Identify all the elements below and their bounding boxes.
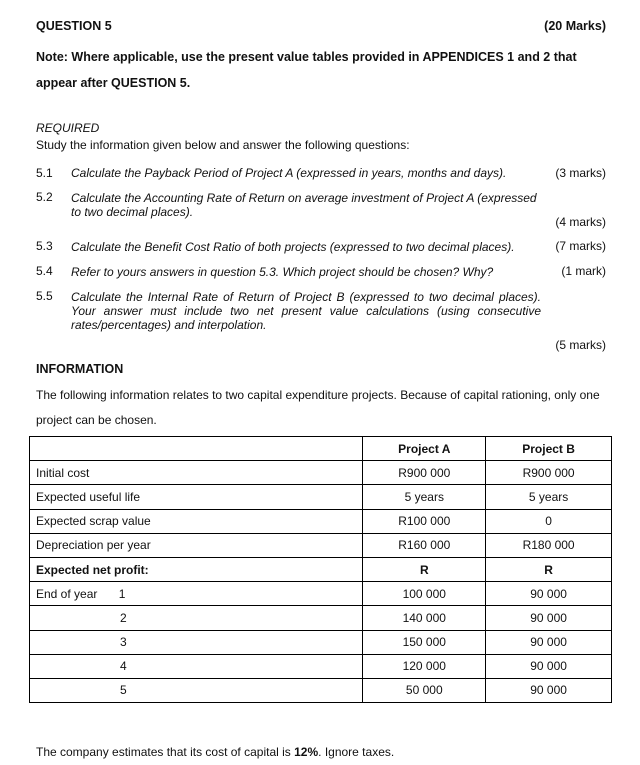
project-b-value: 90 000 — [486, 630, 612, 654]
project-a-value: R100 000 — [363, 509, 486, 533]
table-header-blank — [30, 437, 363, 461]
table-row — [30, 485, 612, 509]
project-b-value: 5 years — [486, 485, 612, 509]
project-a-value: R900 000 — [363, 461, 486, 485]
year-number: 2 — [120, 610, 127, 625]
project-b-value: R900 000 — [486, 461, 612, 485]
question-number: 5.1 — [36, 166, 53, 180]
cost-of-capital-rate: 12% — [294, 745, 319, 759]
table-header-project-b: Project B — [486, 437, 612, 461]
table-row — [30, 533, 612, 557]
projects-table — [29, 436, 612, 703]
row-label: Expected scrap value — [30, 509, 363, 533]
profit-header-row — [30, 557, 612, 581]
question-number: 5.5 — [36, 289, 53, 303]
year-number: 1 — [118, 586, 126, 601]
question-number: 5.2 — [36, 190, 53, 204]
table-row — [30, 461, 612, 485]
project-a-value: 120 000 — [363, 654, 486, 678]
information-title: INFORMATION — [36, 362, 124, 376]
question-text: Calculate the Accounting Rate of Return on average investment of Project A (expressed to two decimal places). — [71, 191, 537, 219]
project-a-value: 50 000 — [363, 678, 486, 702]
note-text: Note: Where applicable, use the present value tables provided in APPENDICES 1 and 2 that appear after QUESTION 5. — [36, 50, 577, 90]
profit-header-label: Expected net profit: — [30, 557, 363, 581]
table-row — [30, 509, 612, 533]
year-number: 3 — [120, 635, 127, 650]
year-cell — [30, 582, 363, 606]
project-a-value: 140 000 — [363, 606, 486, 630]
project-b-value: 90 000 — [486, 654, 612, 678]
project-a-value: 100 000 — [363, 582, 486, 606]
project-b-value: 90 000 — [486, 678, 612, 702]
table-row — [30, 630, 612, 654]
end-of-year-label: End of year — [36, 586, 98, 601]
question-marks: (20 Marks) — [544, 19, 606, 33]
footer-text-after: . Ignore taxes. — [318, 745, 395, 759]
question-marks-value: (4 marks) — [555, 215, 606, 229]
project-b-value: 0 — [486, 509, 612, 533]
row-label: Initial cost — [30, 461, 363, 485]
table-header-row — [30, 437, 612, 461]
question-marks-value: (3 marks) — [555, 166, 606, 180]
required-label: REQUIRED — [36, 121, 100, 135]
required-intro: Study the information given below and answer the following questions: — [36, 138, 410, 152]
table-row — [30, 678, 612, 702]
year-cell — [30, 630, 363, 654]
information-text: The following information relates to two capital expenditure projects. Because of capital rationing, only one project can be chosen. — [36, 388, 600, 427]
year-number: 4 — [120, 659, 127, 674]
project-a-value: 5 years — [363, 485, 486, 509]
table-row — [30, 582, 612, 606]
table-row — [30, 654, 612, 678]
question-text: Calculate the Benefit Cost Ratio of both projects (expressed to two decimal places). — [71, 240, 515, 254]
row-label: Depreciation per year — [30, 533, 363, 557]
row-label: Expected useful life — [30, 485, 363, 509]
year-number: 5 — [120, 683, 127, 698]
profit-header-a: R — [363, 557, 486, 581]
project-a-value: 150 000 — [363, 630, 486, 654]
project-b-value: 90 000 — [486, 582, 612, 606]
question-number: 5.4 — [36, 264, 53, 278]
question-marks-value: (7 marks) — [555, 239, 606, 253]
question-text: Refer to yours answers in question 5.3. Which project should be chosen? Why? — [71, 265, 494, 279]
question-header — [36, 19, 606, 33]
project-b-value: R180 000 — [486, 533, 612, 557]
year-cell — [30, 654, 363, 678]
project-b-value: 90 000 — [486, 606, 612, 630]
project-a-value: R160 000 — [363, 533, 486, 557]
question-marks-value: (5 marks) — [555, 338, 606, 352]
year-cell — [30, 678, 363, 702]
question-text: Calculate the Payback Period of Project A (expressed in years, months and days). — [71, 166, 507, 180]
question-title: QUESTION 5 — [36, 19, 112, 33]
question-text: Calculate the Internal Rate of Return of Project B (expressed to two decimal places). Your answer must include two net present value calculations (using consecutive rates/percentages) and interpolation. — [71, 290, 541, 332]
table-header-project-a: Project A — [363, 437, 486, 461]
year-cell — [30, 606, 363, 630]
table-row — [30, 606, 612, 630]
cost-of-capital-statement — [36, 745, 394, 759]
question-marks-value: (1 mark) — [561, 264, 606, 278]
profit-header-b: R — [486, 557, 612, 581]
footer-text-before: The company estimates that its cost of capital is — [36, 745, 295, 759]
question-number: 5.3 — [36, 239, 53, 253]
